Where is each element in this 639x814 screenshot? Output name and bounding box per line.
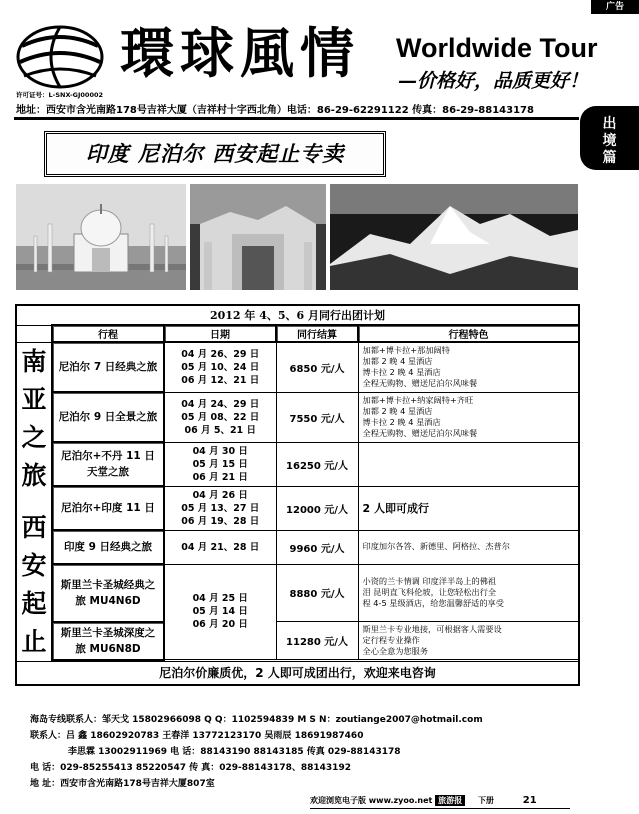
taj-mahal-photo [16, 184, 186, 290]
price: 9960 元/人 [276, 530, 358, 564]
feature-line: 全程无购物、赠送尼泊尔风味餐 [362, 428, 478, 439]
footer-text: 欢迎浏览电子版 www.zyoo.net [310, 796, 433, 805]
feature-line: 泪 昆明直飞科伦坡，让您轻松出行全 [362, 587, 497, 598]
section-tab-char: 境 [602, 133, 617, 149]
brand-english: Worldwide Tour [396, 33, 598, 63]
tour-features [358, 392, 579, 442]
table-footer-message: 尼泊尔价廉质优，2 人即可成团出行，欢迎来电咨询 [16, 661, 579, 685]
price: 12000 元/人 [276, 486, 358, 530]
contact-line: 联系人：吕 鑫 18602920783 王春洋 13772123170 吴雨辰 18691987460 [30, 731, 364, 741]
date-line: 05 月 14 日 [192, 606, 248, 618]
route-name: 尼泊尔+不丹 11 日天堂之旅 [52, 442, 164, 486]
region-char: 之 [21, 422, 47, 452]
route-name: 尼泊尔 7 日经典之旅 [52, 342, 164, 392]
feature-line: 斯里兰卡专业地接，可根据客人需要设 [362, 623, 502, 634]
slogan: —价格好，品质更好！ [398, 70, 589, 92]
address-line: 地址：西安市含光南路178号吉祥大厦（吉祥村十字西北角）电话：86-29-62291122 传真：86-29-88143178 [16, 105, 534, 116]
section-tab [580, 106, 639, 170]
date-line: 06 月 5、21 日 [184, 424, 256, 436]
route-name: 斯里兰卡圣城深度之旅 MU6N8D [52, 622, 164, 660]
feature-line: 印度加尔各答、新德里、阿格拉、杰普尔 [362, 541, 510, 552]
date-line: 04 月 25 日 [192, 593, 248, 605]
license-number: 许可证号：L-SNX-GJ00002 [16, 91, 104, 99]
region-char: 旅 [21, 460, 47, 490]
region-char: 起 [21, 588, 47, 618]
feature-line: 博卡拉 2 晚 4 星酒店 [362, 417, 441, 427]
region-char: 亚 [21, 384, 47, 414]
departure-dates [164, 392, 276, 442]
contact-line: 地 址：西安市含光南路178号吉祥大厦807室 [30, 779, 215, 789]
feature-line: 全程无购物、赠送尼泊尔风味餐 [362, 378, 478, 389]
feature-line: 全心全意为您服务 [362, 646, 429, 657]
date-line: 05 月 13、27 日 [181, 502, 260, 514]
brand-title: 環球風情 [120, 21, 360, 85]
feature-line: 定行程专业操作 [362, 634, 420, 645]
price: 7550 元/人 [276, 392, 358, 442]
date-line: 04 月 26、29 日 [181, 348, 260, 360]
column-header: 同行结算 [276, 325, 358, 342]
date-line: 04 月 30 日 [192, 445, 248, 457]
table-title: 2012 年 4、5、6 月同行出团计划 [16, 305, 579, 325]
feature-line: 加都 2 晚 4 星酒店 [362, 356, 433, 367]
price: 11280 元/人 [276, 622, 358, 660]
section-tab-char: 出 [602, 116, 617, 132]
footer-section: 下册 [477, 796, 494, 805]
price: 8880 元/人 [276, 564, 358, 622]
ad-tag: 广告 [591, 0, 639, 14]
column-header: 行程 [52, 325, 164, 342]
header-divider [14, 117, 579, 120]
tour-features [358, 342, 579, 392]
region-label [16, 342, 52, 661]
feature-line: 加都+博卡拉+那加阔特 [362, 344, 450, 355]
date-line: 06 月 21 日 [192, 471, 248, 483]
tour-features [358, 622, 579, 660]
tour-features [358, 564, 579, 622]
feature-line: 小资的兰卡情调 印度洋半岛上的佛祖 [362, 575, 497, 586]
region-char: 西 [21, 512, 47, 542]
globe-logo-icon [14, 22, 106, 92]
tour-features [358, 530, 579, 564]
date-line: 05 月 10、24 日 [181, 361, 260, 373]
date-line: 04 月 24、29 日 [181, 398, 260, 410]
date-line: 05 月 08、22 日 [181, 411, 260, 423]
route-name: 尼泊尔+印度 11 日 [52, 486, 164, 530]
page-number: 21 [522, 795, 537, 806]
departure-dates [164, 564, 276, 660]
tour-features [358, 442, 579, 486]
date-line: 05 月 15 日 [192, 458, 248, 470]
contact-line: 李思霖 13002911969 电 话：88143190 88143185 传真 029-88143178 [68, 747, 401, 757]
price: 6850 元/人 [276, 342, 358, 392]
feature-line: 加都+博卡拉+纳家阔特+齐旺 [362, 394, 474, 405]
route-name: 印度 9 日经典之旅 [52, 530, 164, 564]
departure-dates [164, 486, 276, 530]
route-name: 尼泊尔 9 日全景之旅 [52, 392, 164, 442]
price: 16250 元/人 [276, 442, 358, 486]
column-header: 行程特色 [358, 325, 579, 342]
feature-line: 博卡拉 2 晚 4 星酒店 [362, 367, 441, 378]
himalaya-mountain-photo [330, 184, 578, 290]
section-tab-char: 篇 [602, 150, 617, 166]
contact-line: 海岛专线联系人：邹天戈 15802966098 Q Q：1102594839 M S N：zoutiange2007@hotmail.com [30, 715, 483, 725]
date-line: 06 月 19、28 日 [181, 515, 260, 527]
feature-line: 程 4-5 星级酒店，给您温馨舒适的享受 [362, 598, 504, 609]
column-header: 日期 [164, 325, 276, 342]
contact-line: 电 话：029-85255413 85220547 传 真：029-88143178、88143192 [30, 763, 351, 773]
date-line: 04 月 21、28 日 [181, 541, 260, 553]
footer-badge: 旅游报 [435, 795, 465, 806]
date-line: 06 月 12、21 日 [181, 374, 260, 386]
tour-note: 2 人即可成行 [358, 486, 579, 530]
date-line: 04 月 26 日 [192, 489, 248, 501]
departure-dates [164, 530, 276, 564]
departure-dates [164, 342, 276, 392]
region-char: 止 [21, 626, 47, 656]
departure-dates [164, 442, 276, 486]
temple-photo [190, 184, 326, 290]
region-char: 南 [21, 346, 47, 376]
footer-rule [310, 808, 570, 809]
promo-banner: 印度 尼泊尔 西安起止专卖 [44, 131, 386, 177]
header-blank [16, 325, 52, 342]
feature-line: 加都 2 晚 4 星酒店 [362, 405, 433, 416]
route-name: 斯里兰卡圣城经典之旅 MU4N6D [52, 564, 164, 622]
date-line: 06 月 20 日 [192, 619, 248, 631]
page-footer [310, 795, 537, 806]
tour-schedule-table [15, 304, 580, 686]
region-char: 安 [21, 550, 47, 580]
